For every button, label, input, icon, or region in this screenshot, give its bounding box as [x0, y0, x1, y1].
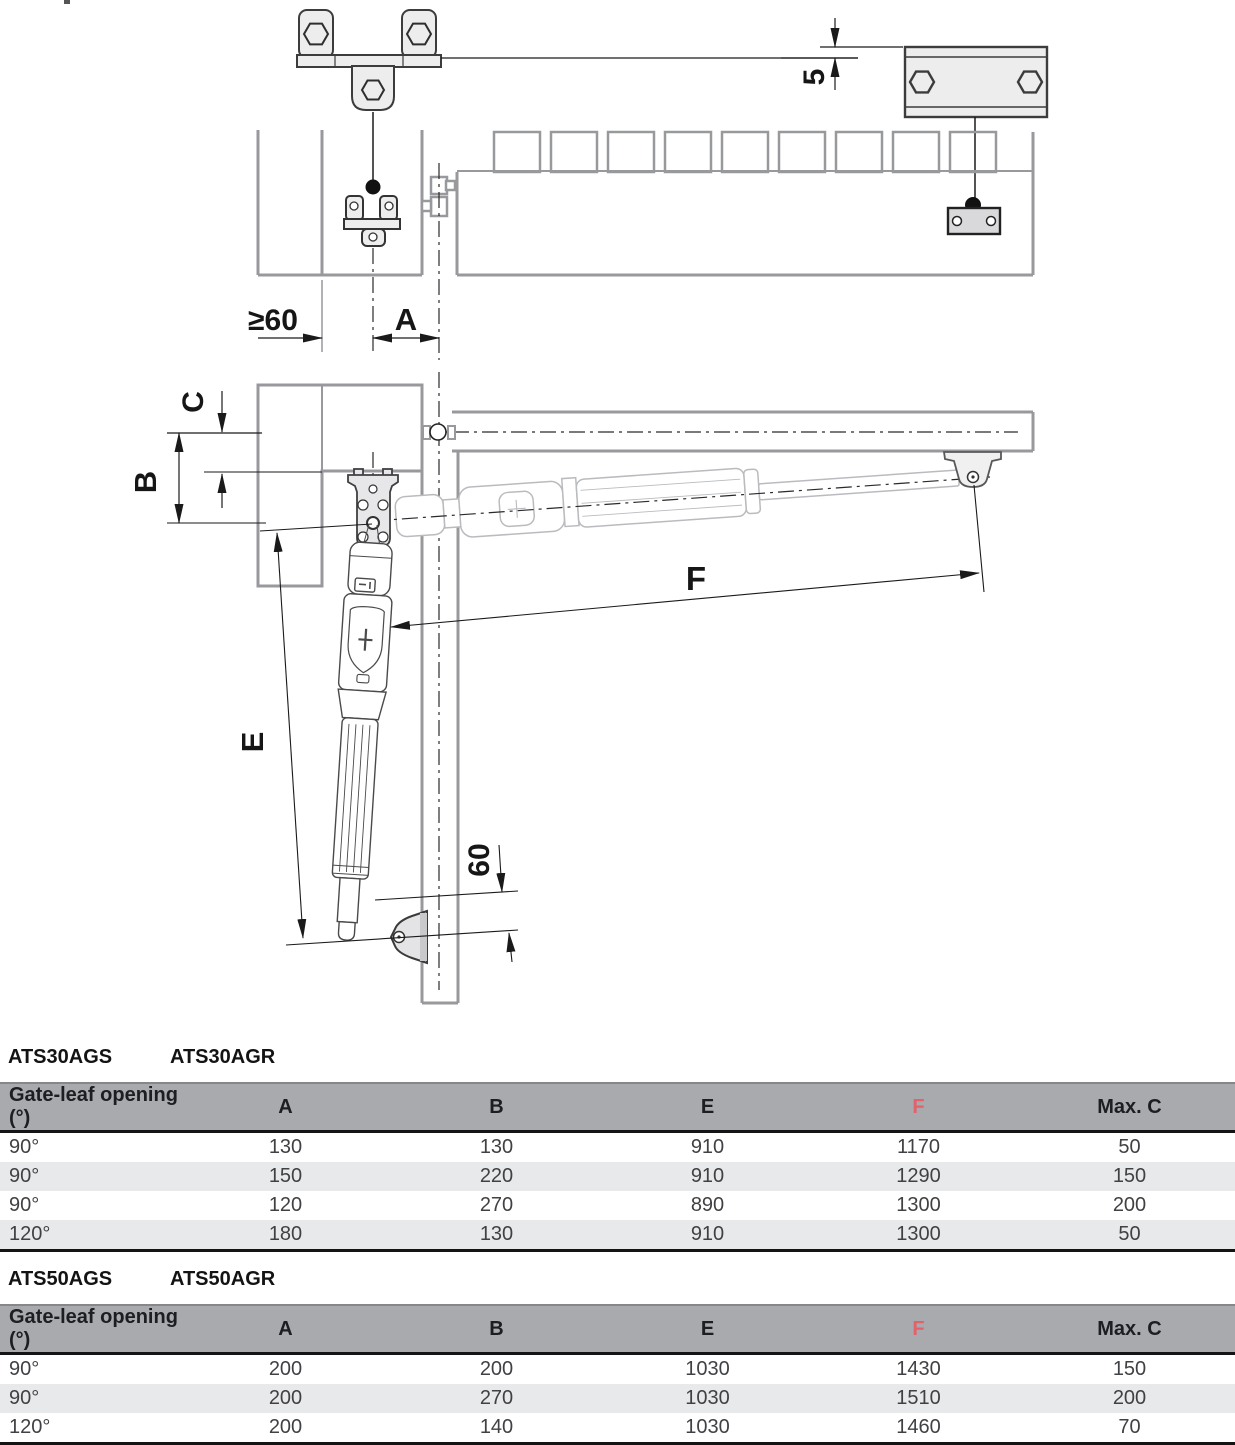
cell-max-c: 200: [1024, 1384, 1235, 1413]
table-row: [0, 1162, 1235, 1191]
cell-b: 200: [391, 1354, 602, 1385]
cell-a: 200: [180, 1413, 391, 1444]
cell-e: 1030: [602, 1413, 813, 1444]
col-f: F: [813, 1305, 1024, 1354]
cell-e: 890: [602, 1191, 813, 1220]
table-row: [0, 1354, 1235, 1385]
cell-b: 270: [391, 1384, 602, 1413]
table-header-row: [0, 1305, 1235, 1354]
gate-leaf-closed: [452, 412, 1033, 451]
actuator-closed-ghost: [394, 450, 974, 542]
cell-b: 140: [391, 1413, 602, 1444]
cell-b: 270: [391, 1191, 602, 1220]
dimensions-table-ats30: [0, 1082, 1235, 1252]
col-e: E: [602, 1305, 813, 1354]
crop-artifact: [64, 0, 70, 4]
hinge-axis: [424, 372, 1018, 990]
cell-max-c: 50: [1024, 1132, 1235, 1163]
cell-f: 1510: [813, 1384, 1024, 1413]
cell-a: 120: [180, 1191, 391, 1220]
col-e: E: [602, 1083, 813, 1132]
cell-opening: 90°: [0, 1384, 180, 1413]
dim-b-label: B: [128, 471, 163, 493]
model-name: ATS50AGS: [8, 1268, 170, 1291]
actuator-open: [322, 523, 397, 941]
table-row: [0, 1384, 1235, 1413]
cell-b: 220: [391, 1162, 602, 1191]
table-header-row: [0, 1083, 1235, 1132]
dim-a-label: A: [395, 302, 417, 337]
cell-a: 200: [180, 1354, 391, 1385]
release-latch: [948, 117, 1000, 234]
hex-nut-icon: [407, 24, 431, 45]
cell-e: 1030: [602, 1384, 813, 1413]
gate-plate: [905, 47, 1047, 117]
cell-f: 1300: [813, 1191, 1024, 1220]
table-row: [0, 1220, 1235, 1251]
model-name: ATS30AGR: [170, 1046, 332, 1069]
cell-opening: 90°: [0, 1354, 180, 1385]
col-gate-leaf-opening: Gate-leaf opening (°): [0, 1083, 180, 1132]
dim-5: [781, 18, 903, 90]
cell-opening: 90°: [0, 1132, 180, 1163]
col-a: A: [180, 1083, 391, 1132]
hex-nut-icon: [304, 24, 328, 45]
cell-e: 910: [602, 1220, 813, 1251]
col-max-c: Max. C: [1024, 1305, 1235, 1354]
dim-e-label: E: [235, 732, 270, 753]
cell-a: 180: [180, 1220, 391, 1251]
cell-f: 1430: [813, 1354, 1024, 1385]
col-f: F: [813, 1083, 1024, 1132]
hinge-side-view: [423, 424, 455, 440]
hex-bolt-icon: [1018, 72, 1042, 93]
hex-nut-icon: [362, 81, 384, 100]
section-1-models: [8, 1046, 1234, 1070]
gate-leaf-top-view: [457, 132, 1033, 275]
pillar-bracket: [348, 469, 398, 546]
dim-ge60: [248, 280, 322, 352]
cell-f: 1290: [813, 1162, 1024, 1191]
table-row: [0, 1413, 1235, 1444]
dim-c-label: C: [177, 391, 210, 413]
cell-opening: 120°: [0, 1413, 180, 1444]
cell-b: 130: [391, 1132, 602, 1163]
cell-f: 1460: [813, 1413, 1024, 1444]
col-b: B: [391, 1083, 602, 1132]
model-name: ATS30AGS: [8, 1046, 170, 1069]
section-2-models: [8, 1268, 1234, 1292]
col-a: A: [180, 1305, 391, 1354]
col-max-c: Max. C: [1024, 1083, 1235, 1132]
dim-5-label: 5: [798, 69, 831, 86]
cell-e: 910: [602, 1132, 813, 1163]
hex-bolt-icon: [910, 72, 934, 93]
cell-max-c: 150: [1024, 1162, 1235, 1191]
dim-60-label: 60: [463, 843, 496, 876]
cell-max-c: 50: [1024, 1220, 1235, 1251]
dim-f-label: F: [686, 560, 706, 597]
gate-slats: [494, 132, 996, 172]
cell-f: 1170: [813, 1132, 1024, 1163]
dim-ge60-label: ≥60: [248, 304, 298, 337]
cell-opening: 90°: [0, 1191, 180, 1220]
anchor-dot: [366, 180, 381, 195]
model-name: ATS50AGR: [170, 1268, 332, 1291]
dim-b: [128, 433, 266, 523]
cell-e: 1030: [602, 1354, 813, 1385]
pivot-bracket-top-view: [344, 196, 400, 246]
cell-b: 130: [391, 1220, 602, 1251]
cell-max-c: 150: [1024, 1354, 1235, 1385]
dim-c: [167, 391, 322, 508]
table-row: [0, 1132, 1235, 1163]
col-b: B: [391, 1305, 602, 1354]
front-bracket-top: [297, 10, 441, 110]
cell-opening: 90°: [0, 1162, 180, 1191]
cell-e: 910: [602, 1162, 813, 1191]
table-row: [0, 1191, 1235, 1220]
cell-max-c: 200: [1024, 1191, 1235, 1220]
cell-opening: 120°: [0, 1220, 180, 1251]
cell-a: 150: [180, 1162, 391, 1191]
dimensions-table-ats50: [0, 1304, 1235, 1445]
cell-a: 130: [180, 1132, 391, 1163]
pillar-side-view: [258, 385, 422, 586]
col-gate-leaf-opening: Gate-leaf opening (°): [0, 1305, 180, 1354]
dim-a: [373, 302, 439, 338]
cell-max-c: 70: [1024, 1413, 1235, 1444]
cell-a: 200: [180, 1384, 391, 1413]
cell-f: 1300: [813, 1220, 1024, 1251]
